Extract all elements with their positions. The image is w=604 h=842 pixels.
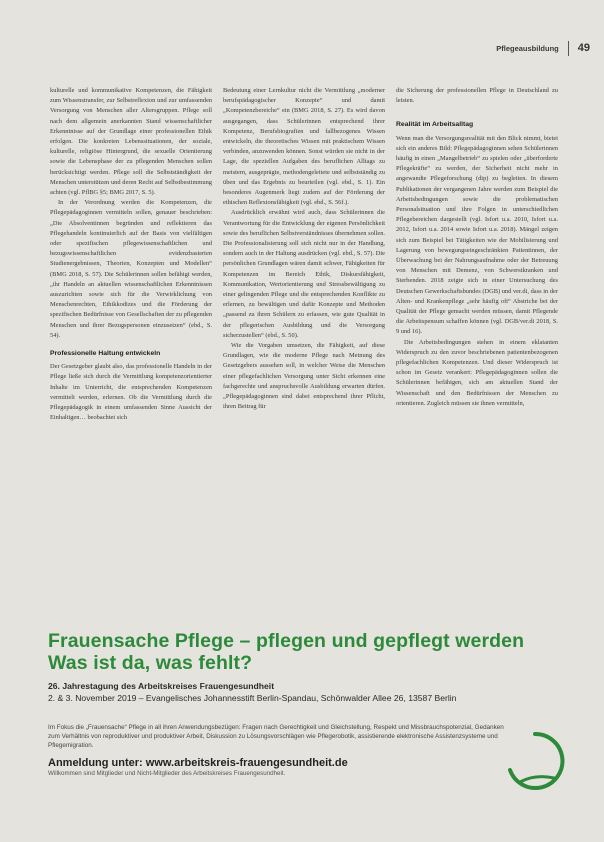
paragraph: Der Gesetzgeber glaubt also, das professionelle Handeln in der Pflege ließe sich durch die Vermittlung kompetenzorientierter Inhalte im Unterricht, die entsprechenden Kompetenzen vermittelt werden, erlernen. Ob die Vermittlung durch die Pflegepädagogik in einem umfassenden Sinne Aussicht der Einhaltigen… beobachtet sich <box>50 363 212 422</box>
paragraph: kulturelle und kommunikative Kompetenzen, die Fähigkeit zum Wissenstransfer, zur Selbstreflexion und zur umfassenden Versorgung von Menschen aller Altersgruppen. Pflege soll nach dem allgemein anerkannten Stand wissenschaftlicher Erkenntnisse auf der Grundlage einer professionellen Ethik erfolgen. Die konkreten Lebenssituationen, der soziale, kulturelle, religiöse Hintergrund, die sexuelle Orientierung sowie die Lebensphase der zu pflegenden Menschen sollen berücksichtigt werden. Pflege soll die Selbstständigkeit der Menschen unterstützen und deren Recht auf Selbstbestimmung achten (vgl. PflBG §5; BMG 2017, S. 5). <box>50 87 212 197</box>
section-name: Pflegeausbildung <box>496 43 559 53</box>
page-number: 49 <box>577 42 590 54</box>
paragraph: Die Arbeitsbedingungen stehen in einem eklatanten Widerspruch zu den zuvor beschriebenen patientenbezogenen pflegefachlichen Kompetenzen. Und dieser Widerspruch ist schon im Gesetz verankert: Pflegepädagoginnen sollen die Schülerinnen befähigen, sich am aktuellen Stand der Wissenschaft und den Bedürfnissen der Menschen zu orientieren. Zugleich müssen sie ihnen vermitteln, <box>396 338 558 407</box>
subheading: Realität im Arbeitsalltag <box>396 121 474 129</box>
column-2 <box>223 86 385 606</box>
subheading: Professionelle Haltung entwickeln <box>50 350 161 358</box>
ad-headline-line-1: Frauensache Pflege – pflegen und gepflegt werden <box>48 630 525 652</box>
article-columns <box>50 86 558 606</box>
paragraph: Ausdrücklich erwähnt wird auch, dass Schülerinnen die Verantwortung für die Entwicklung der eigenen Persönlichkeit sowie des beruflichen Selbstverständnisses übernehmen sollen. Die Professionalisierung soll sich nicht nur in der Handlung, sondern auch in der Haltung ausdrücken (vgl. ebd., S. 57). Die persönlichen Grundlagen wären damit schwer, Fähigkeiten für Kompetenzen im Bereich Ethik, Diskursfähigkeit, Kommunikation, Wertorientierung und Stressbewältigung zu einer gelingenden Pflege und die entsprechenden Konflikte zu erlernen, zu bewältigen und dafür Konzepte und Methoden „passend zu ihren Schülern zu erfassen, wie gute Qualität in der pflegerischen Ausbildung und die Versorgung sicherzustellen“ (ebd., S. 50). <box>223 209 385 339</box>
ad-focus-text: Im Fokus die „Frauensache“ Pflege in all ihren Anwendungsbezügen: Fragen nach Gerechtigkeit und Gleichstellung, Respekt und Missbrauchspotenzial, Gedanken zum Verhältnis von reproduktiver und produktiver Arbeit, Diskussion zu Lösungsvorschlägen wie Pflegerobotik, assistierende elektronische Assistenzsysteme und Pflegemigration. <box>48 724 504 750</box>
ad-subtitle: 26. Jahrestagung des Arbeitskreises Frauengesundheit <box>48 681 275 691</box>
paragraph: In der Verordnung werden die Kompetenzen, die Pflegepädagoginnen vermitteln sollen, genauer beschrieben: „Die Absolventinnen begründen und reflektieren das Pflegehandeln kontinuierlich auf der Basis von vielfältigen oder spezifischen pflegewissenschaftlichen und bezugswissenschaftlichen evidenzbasierten Studienergebnissen, Theorien, Konzepten und Modellen“ (BMG 2018, S. 57). Die Schülerinnen sollen befähigt werden, „ihr Handeln an aktuellen wissenschaftlichen Erkenntnissen auszurichten sowie sich für die Verwirklichung von Menschenrechten, Ethikkodizes und die Förderung der spezifischen Bedürfnisse von Gesellschaften der zu pflegenden Menschen und ihrer Bezugspersonen einzusetzen“ (ebd., S. 54). <box>50 199 212 339</box>
ad-headline-line-2: Was ist da, was fehlt? <box>48 652 253 674</box>
column-3 <box>396 86 558 606</box>
paragraph: Bedeutung einer Lernkultur nicht die Vermittlung „moderner berufspädagogischer Konzepte“ und damit „Kompetenzbereiche“ ein (BMG 2018, S. 27). Es wird davon ausgegangen, dass Schülerinnen entsprechend ihrer Kompetenz, Berufsbiografien und fallbezogenes Wissen entwickeln, die theoretisches Wissen mit praktischem Wissen verbinden, anzuwenden können. Sonst würden sie nicht in der Lage, die speziellen Aufgaben des beruflichen Alltags zu meistern, ausgeprägte, methodengeleitete und selbstständig zu üben und das Ergebnis zu beurteilen (vgl. ebd., S. 1). Ein besonderes Augenmerk liegt zudem auf der Förderung der ethischen Reflexionsfähigkeit (vgl. ebd., S. 56f.). <box>223 87 385 207</box>
paragraph: Wie die Vorgaben umsetzen, die Fähigkeit, auf diese Grundlagen, wie die moderne Pflege nach Meinung des Gesetzgebers aussehen soll, in welcher Weise die Menschen einer pflegefachlichen Versorgung unter Sicht erkennen eine fachgerechte und anspruchsvolle Ausbildung erwarten dürfen. „Pflegepädagoginnen sind dabei entsprechend ihrer Pflicht, ihren Beitrag für <box>223 342 385 411</box>
ad-headline <box>48 630 568 674</box>
paragraph: Wenn man die Versorgungsrealität mit den Blick nimmt, bietet sich ein anderes Bild: Pflegepädagoginnen sehen Schülerinnen häufig in einen „Mangelbetrieb“ zu spielen oder „überforderte Pflegekräfte“ zu werden, der Sicherheit nicht mehr in angewandte Pflegeforschung (dip) zu begleiten. In diesem Publikationen der vergangenen Jahre werden zum Beispiel die Arbeitsbedingungen sowie die problematischen Personalsituation und ihre Folgen in unterschiedlichen Pflegebereichen dargestellt (vgl. Isfort u.a. 2010, Isfort u.a. 2012, Isfort u.a. 2014 sowie Isfort u.a. 2018). Mängel zeigen sich zum Beispiel bei Tätigkeiten wie der Mobilisierung und Lagerung von bewegungseingeschränkten Patientinnen, der Überwachung bei der Nahrungsaufnahme oder der Betreuung von Menschen mit Demenz, von Schwerstkranken und Sterbenden. 2018 zeigte sich in einer Untersuchung des Deutschen Gewerkschaftsbundes (DGB) und ver.di, dass in der Alten- und Krankenpflege „sehr häufig oft“ Abstriche bei der Qualität der Pflege gemacht werden müssen, damit Pflegende die Arbeitspensum schaffen können (vgl. DGB/ver.di 2018, S. 9 und 16). <box>396 134 558 336</box>
header-divider <box>568 41 569 56</box>
circle-swirl-logo-icon <box>502 728 568 794</box>
column-1 <box>50 86 212 606</box>
ad-date-location: 2. & 3. November 2019 – Evangelisches Johannesstift Berlin-Spandau, Schönwalder Allee 26, 13587 Berlin <box>48 693 457 703</box>
paragraph: die Sicherung der professionellen Pflege in Deutschland zu leisten. <box>396 87 558 105</box>
page-header <box>496 40 590 56</box>
registration-link[interactable]: Anmeldung unter: www.arbeitskreis-frauengesundheit.de <box>48 756 348 769</box>
event-advertisement <box>48 630 568 800</box>
ad-welcome-text: Willkommen sind Mitglieder und Nicht-Mitglieder des Arbeitskreises Frauengesundheit. <box>48 769 286 777</box>
